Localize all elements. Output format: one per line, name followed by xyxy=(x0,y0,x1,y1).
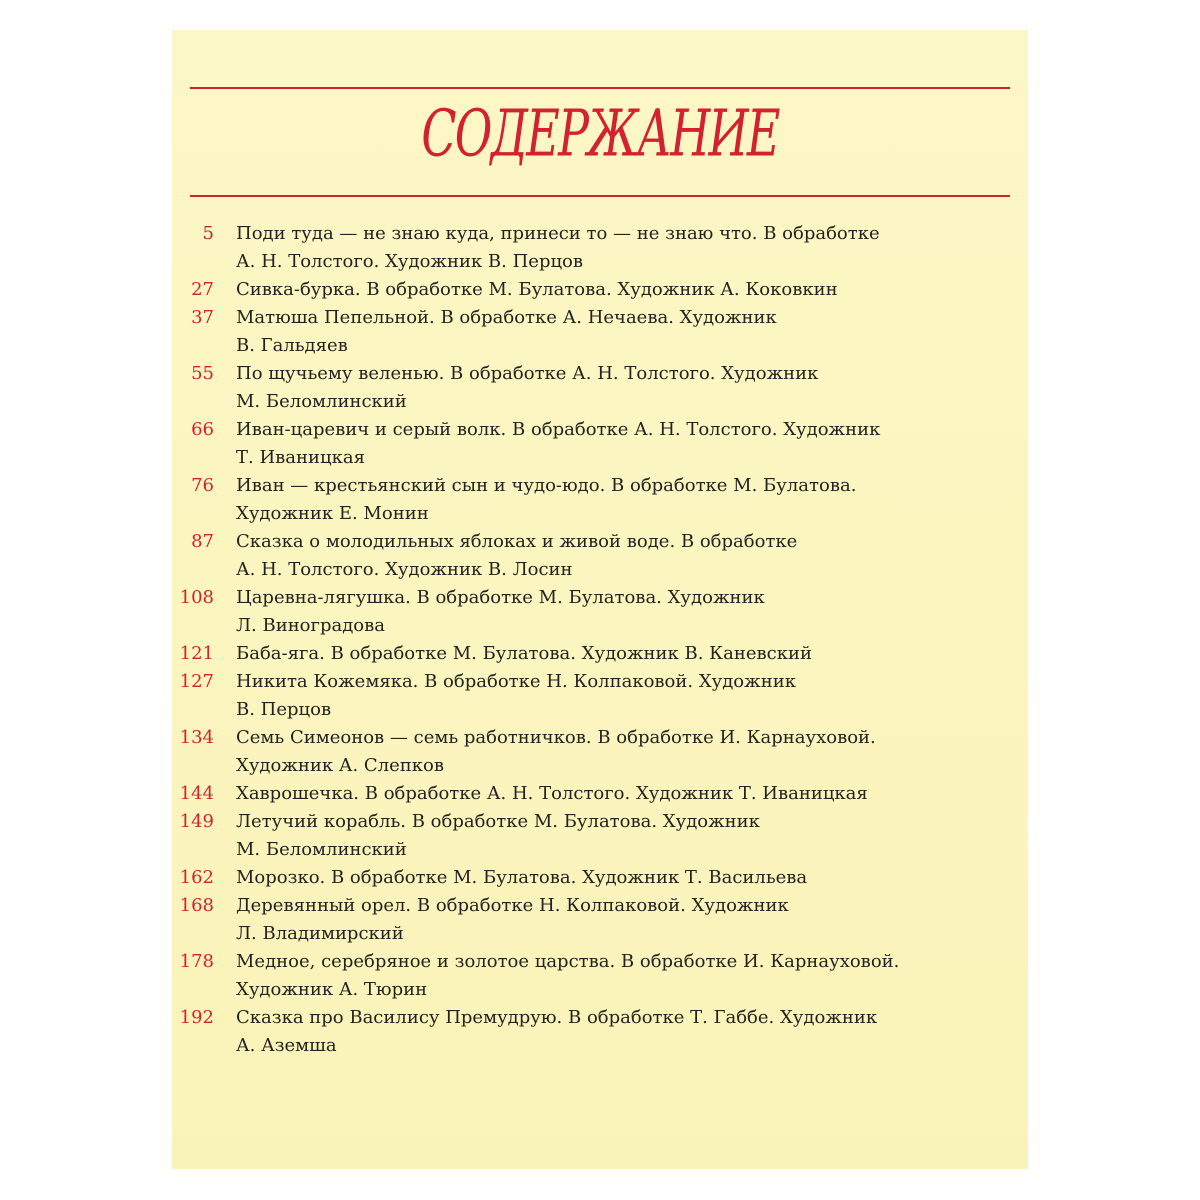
toc-entry xyxy=(172,416,1028,472)
entry-line: Баба-яга. В обработке М. Булатова. Художник В. Каневский xyxy=(236,643,812,664)
entry-text xyxy=(236,1004,912,1060)
entry-line: М. Беломлинский xyxy=(236,391,407,412)
toc-entry xyxy=(172,360,1028,416)
entry-line: Художник Е. Монин xyxy=(236,503,429,524)
entry-text xyxy=(236,472,912,528)
toc-entry xyxy=(172,724,1028,780)
entry-text xyxy=(236,864,912,892)
page-number: 87 xyxy=(191,531,214,552)
toc-entry xyxy=(172,220,1028,276)
page-number: 144 xyxy=(179,783,214,804)
entry-line: Сказка о молодильных яблоках и живой воде. В обработке xyxy=(236,531,798,552)
toc-entry xyxy=(172,808,1028,864)
page-number: 168 xyxy=(179,895,214,916)
entry-line: Морозко. В обработке М. Булатова. Художник Т. Васильева xyxy=(236,867,808,888)
bottom-rule xyxy=(190,195,1010,197)
entry-line: Поди туда — не знаю куда, принеси то — не знаю что. В обработке xyxy=(236,223,880,244)
entry-line: А. Н. Толстого. Художник В. Перцов xyxy=(236,251,584,272)
entry-line: В. Гальдяев xyxy=(236,335,348,356)
entry-line: Художник А. Тюрин xyxy=(236,979,428,1000)
entry-line: Сивка-бурка. В обработке М. Булатова. Художник А. Коковкин xyxy=(236,279,838,300)
entry-text xyxy=(236,416,912,472)
page-number: 134 xyxy=(179,727,214,748)
toc-entry xyxy=(172,640,1028,668)
entry-text xyxy=(236,640,912,668)
entry-line: Л. Виноградова xyxy=(236,615,385,636)
table-of-contents xyxy=(172,220,1028,1060)
entry-text xyxy=(236,276,912,304)
entry-text xyxy=(236,892,912,948)
entry-line: А. Аземша xyxy=(236,1035,337,1056)
toc-entry xyxy=(172,668,1028,724)
toc-entry xyxy=(172,780,1028,808)
entry-text xyxy=(236,528,912,584)
page-number: 192 xyxy=(179,1007,214,1028)
toc-entry xyxy=(172,584,1028,640)
entry-text xyxy=(236,220,912,276)
page-number: 76 xyxy=(191,475,214,496)
page-number: 5 xyxy=(202,223,214,244)
entry-text xyxy=(236,724,912,780)
entry-text xyxy=(236,668,912,724)
entry-text xyxy=(236,948,912,1004)
entry-text xyxy=(236,360,912,416)
page-number: 162 xyxy=(179,867,214,888)
entry-line: Матюша Пепельной. В обработке А. Нечаева. Художник xyxy=(236,307,777,328)
entry-line: Царевна-лягушка. В обработке М. Булатова. Художник xyxy=(236,587,765,608)
book-page xyxy=(172,30,1028,1169)
entry-line: Хаврошечка. В обработке А. Н. Толстого. Художник Т. Иваницкая xyxy=(236,783,868,804)
page-number: 66 xyxy=(191,419,214,440)
page-number: 121 xyxy=(179,643,214,664)
entry-text xyxy=(236,808,912,864)
entry-line: А. Н. Толстого. Художник В. Лосин xyxy=(236,559,573,580)
toc-entry xyxy=(172,864,1028,892)
page-title: СОДЕРЖАНИЕ xyxy=(421,95,779,172)
entry-line: Л. Владимирский xyxy=(236,923,404,944)
entry-text xyxy=(236,780,912,808)
entry-line: По щучьему веленью. В обработке А. Н. Толстого. Художник xyxy=(236,363,819,384)
page-number: 55 xyxy=(191,363,214,384)
entry-line: Семь Симеонов — семь работничков. В обработке И. Карнауховой. xyxy=(236,727,876,748)
entry-text xyxy=(236,584,912,640)
entry-line: Т. Иваницкая xyxy=(236,447,365,468)
entry-line: В. Перцов xyxy=(236,699,332,720)
entry-line: Летучий корабль. В обработке М. Булатова. Художник xyxy=(236,811,760,832)
top-rule xyxy=(190,87,1010,89)
page-number: 108 xyxy=(179,587,214,608)
toc-entry xyxy=(172,304,1028,360)
entry-line: Никита Кожемяка. В обработке Н. Колпаковой. Художник xyxy=(236,671,796,692)
toc-entry xyxy=(172,472,1028,528)
page-number: 37 xyxy=(191,307,214,328)
entry-line: Медное, серебряное и золотое царства. В обработке И. Карнауховой. xyxy=(236,951,900,972)
toc-entry xyxy=(172,528,1028,584)
toc-entry xyxy=(172,276,1028,304)
entry-line: Иван-царевич и серый волк. В обработке А. Н. Толстого. Художник xyxy=(236,419,881,440)
entry-line: Деревянный орел. В обработке Н. Колпаковой. Художник xyxy=(236,895,789,916)
entry-text xyxy=(236,304,912,360)
page-number: 178 xyxy=(179,951,214,972)
entry-line: М. Беломлинский xyxy=(236,839,407,860)
entry-line: Художник А. Слепков xyxy=(236,755,445,776)
entry-line: Иван — крестьянский сын и чудо-юдо. В обработке М. Булатова. xyxy=(236,475,857,496)
toc-entry xyxy=(172,1004,1028,1060)
page-number: 127 xyxy=(179,671,214,692)
toc-entry xyxy=(172,892,1028,948)
entry-line: Сказка про Василису Премудрую. В обработке Т. Габбе. Художник xyxy=(236,1007,878,1028)
page-number: 149 xyxy=(179,811,214,832)
toc-entry xyxy=(172,948,1028,1004)
page-number: 27 xyxy=(191,279,214,300)
